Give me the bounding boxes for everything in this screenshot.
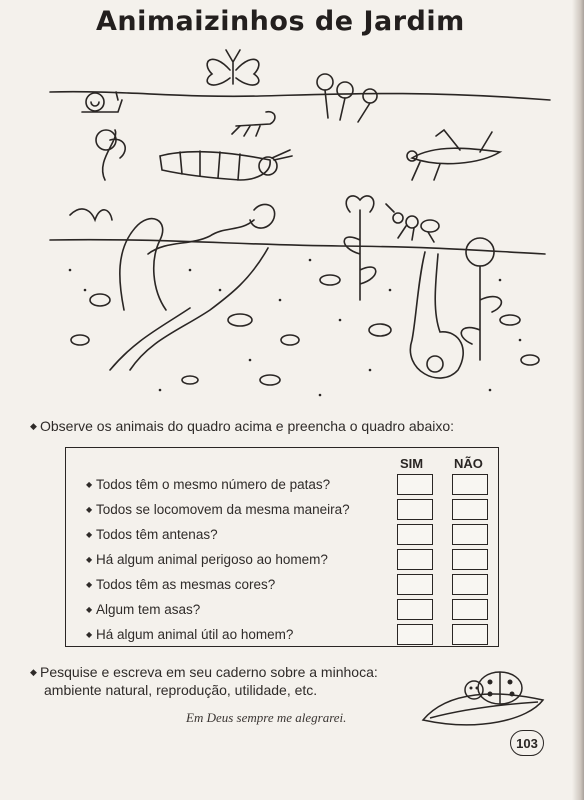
instruction-research: ◆ Pesquise e escreva em seu caderno sobre a minhoca:	[30, 664, 378, 680]
motto-text: Em Deus sempre me alegrarei.	[186, 710, 347, 725]
checkbox-nao[interactable]	[452, 499, 488, 520]
table-row	[66, 549, 498, 573]
instruction-observe: ◆ Observe os animais do quadro acima e preencha o quadro abaixo:	[30, 418, 455, 434]
checkbox-nao[interactable]	[452, 474, 488, 495]
snail-icon	[82, 92, 122, 112]
flowers-icon	[317, 74, 377, 122]
earthworm-icon	[110, 204, 275, 370]
checkbox-nao[interactable]	[452, 599, 488, 620]
instruction-research-topics: ambiente natural, reprodução, utilidade, etc.	[44, 682, 318, 698]
garden-illustration	[40, 40, 560, 410]
question-text: Todos se locomovem da mesma maneira?	[96, 502, 350, 517]
checkbox-sim[interactable]	[397, 549, 433, 570]
question-text: Todos têm antenas?	[96, 527, 218, 542]
checkbox-sim[interactable]	[397, 474, 433, 495]
table-row	[66, 624, 498, 648]
grasshopper-icon	[407, 130, 500, 180]
bullet-icon: ◆	[86, 480, 93, 489]
table-row	[66, 474, 498, 498]
bullet-icon: ◆	[86, 605, 93, 614]
checkbox-sim[interactable]	[397, 599, 433, 620]
bullet-icon: ◆	[30, 421, 37, 431]
bullet-icon: ◆	[86, 505, 93, 514]
bullet-icon: ◆	[30, 667, 37, 677]
checkbox-nao[interactable]	[452, 574, 488, 595]
checkbox-nao[interactable]	[452, 624, 488, 645]
bullet-icon: ◆	[86, 630, 93, 639]
question-text: Há algum animal perigoso ao homem?	[96, 552, 328, 567]
checkbox-nao[interactable]	[452, 524, 488, 545]
book-spine-shadow	[572, 0, 584, 800]
answer-table	[65, 447, 499, 647]
scorpion-icon	[232, 112, 275, 136]
ant-icon	[386, 204, 439, 242]
bullet-icon: ◆	[86, 555, 93, 564]
bullet-icon: ◆	[86, 580, 93, 589]
question-text: Há algum animal útil ao homem?	[96, 627, 294, 642]
column-header-sim: SIM	[400, 456, 424, 471]
table-row	[66, 574, 498, 598]
butterfly-icon	[207, 50, 259, 85]
caterpillar-icon	[160, 150, 292, 180]
question-text: Algum tem asas?	[96, 602, 201, 617]
checkbox-nao[interactable]	[452, 549, 488, 570]
bullet-icon: ◆	[86, 530, 93, 539]
table-row	[66, 599, 498, 623]
checkbox-sim[interactable]	[397, 499, 433, 520]
table-row	[66, 499, 498, 523]
page-number: 103	[510, 730, 544, 756]
table-row	[66, 524, 498, 548]
question-text: Todos têm as mesmas cores?	[96, 577, 276, 592]
checkbox-sim[interactable]	[397, 524, 433, 545]
column-header-nao: NÃO	[454, 456, 483, 471]
ladybug-on-leaf-icon	[418, 660, 548, 732]
checkbox-sim[interactable]	[397, 624, 433, 645]
page-title: Animaizinhos de Jardim	[96, 6, 465, 37]
question-text: Todos têm o mesmo número de patas?	[96, 477, 331, 492]
checkbox-sim[interactable]	[397, 574, 433, 595]
